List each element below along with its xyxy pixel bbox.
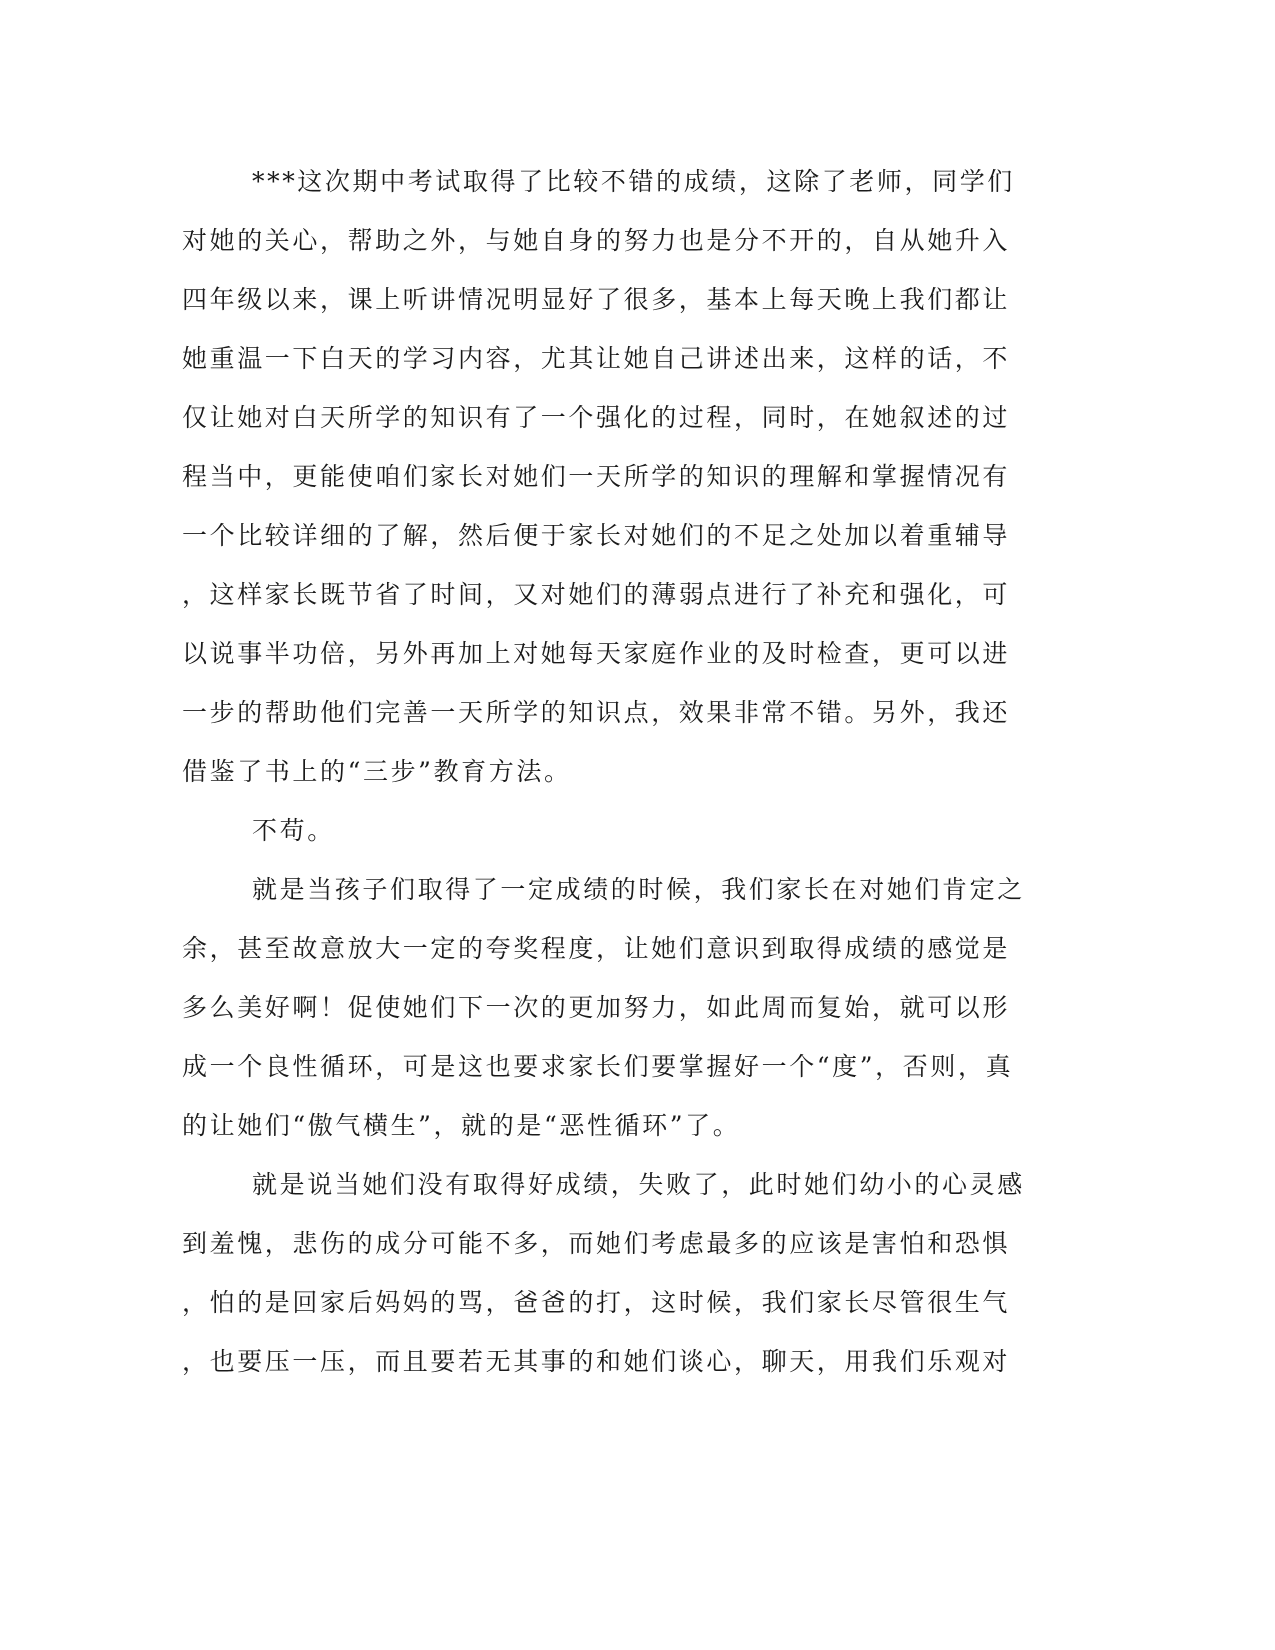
paragraph-1-line-6: 程当中，更能使咱们家长对她们一天所学的知识的理解和掌握情况有 — [182, 462, 1011, 491]
paragraph-4-line-2: 到羞愧，悲伤的成分可能不多，而她们考虑最多的应该是害怕和恐惧 — [182, 1229, 1011, 1258]
paragraph-1-line-8: ，这样家长既节省了时间，又对她们的薄弱点进行了补充和强化，可 — [182, 580, 1011, 609]
paragraph-4-line-3: ，怕的是回家后妈妈的骂，爸爸的打，这时候，我们家长尽管很生气 — [182, 1288, 1011, 1317]
paragraph-1-line-4: 她重温一下白天的学习内容，尤其让她自己讲述出来，这样的话，不 — [182, 344, 1011, 373]
paragraph-3-line-2: 余，甚至故意放大一定的夸奖程度，让她们意识到取得成绩的感觉是 — [182, 934, 1011, 963]
paragraph-2-line-1: 不苟。 — [252, 816, 335, 845]
paragraph-3-line-1: 就是当孩子们取得了一定成绩的时候，我们家长在对她们肯定之 — [252, 875, 1025, 904]
paragraph-1-line-3: 四年级以来，课上听讲情况明显好了很多，基本上每天晚上我们都让 — [182, 285, 1011, 314]
paragraph-4-line-1: 就是说当她们没有取得好成绩，失败了，此时她们幼小的心灵感 — [252, 1170, 1025, 1199]
paragraph-1-line-11: 借鉴了书上的“三步”教育方法。 — [182, 757, 572, 786]
paragraph-4-line-4: ，也要压一压，而且要若无其事的和她们谈心，聊天，用我们乐观对 — [182, 1347, 1011, 1376]
paragraph-1-line-5: 仅让她对白天所学的知识有了一个强化的过程，同时，在她叙述的过 — [182, 403, 1011, 432]
paragraph-1-line-7: 一个比较详细的了解，然后便于家长对她们的不足之处加以着重辅导 — [182, 521, 1011, 550]
paragraph-3-line-5: 的让她们“傲气横生”，就的是“恶性循环”了。 — [182, 1111, 741, 1140]
paragraph-1-line-10: 一步的帮助他们完善一天所学的知识点，效果非常不错。另外，我还 — [182, 698, 1011, 727]
paragraph-1-line-9: 以说事半功倍，另外再加上对她每天家庭作业的及时检查，更可以进 — [182, 639, 1011, 668]
paragraph-1-line-1: ***这次期中考试取得了比较不错的成绩，这除了老师，同学们 — [252, 167, 1015, 196]
paragraph-3-line-3: 多么美好啊！促使她们下一次的更加努力，如此周而复始，就可以形 — [182, 993, 1011, 1022]
paragraph-1-line-2: 对她的关心，帮助之外，与她自身的努力也是分不开的，自从她升入 — [182, 226, 1011, 255]
paragraph-3-line-4: 成一个良性循环，可是这也要求家长们要掌握好一个“度”，否则，真 — [182, 1052, 1014, 1081]
